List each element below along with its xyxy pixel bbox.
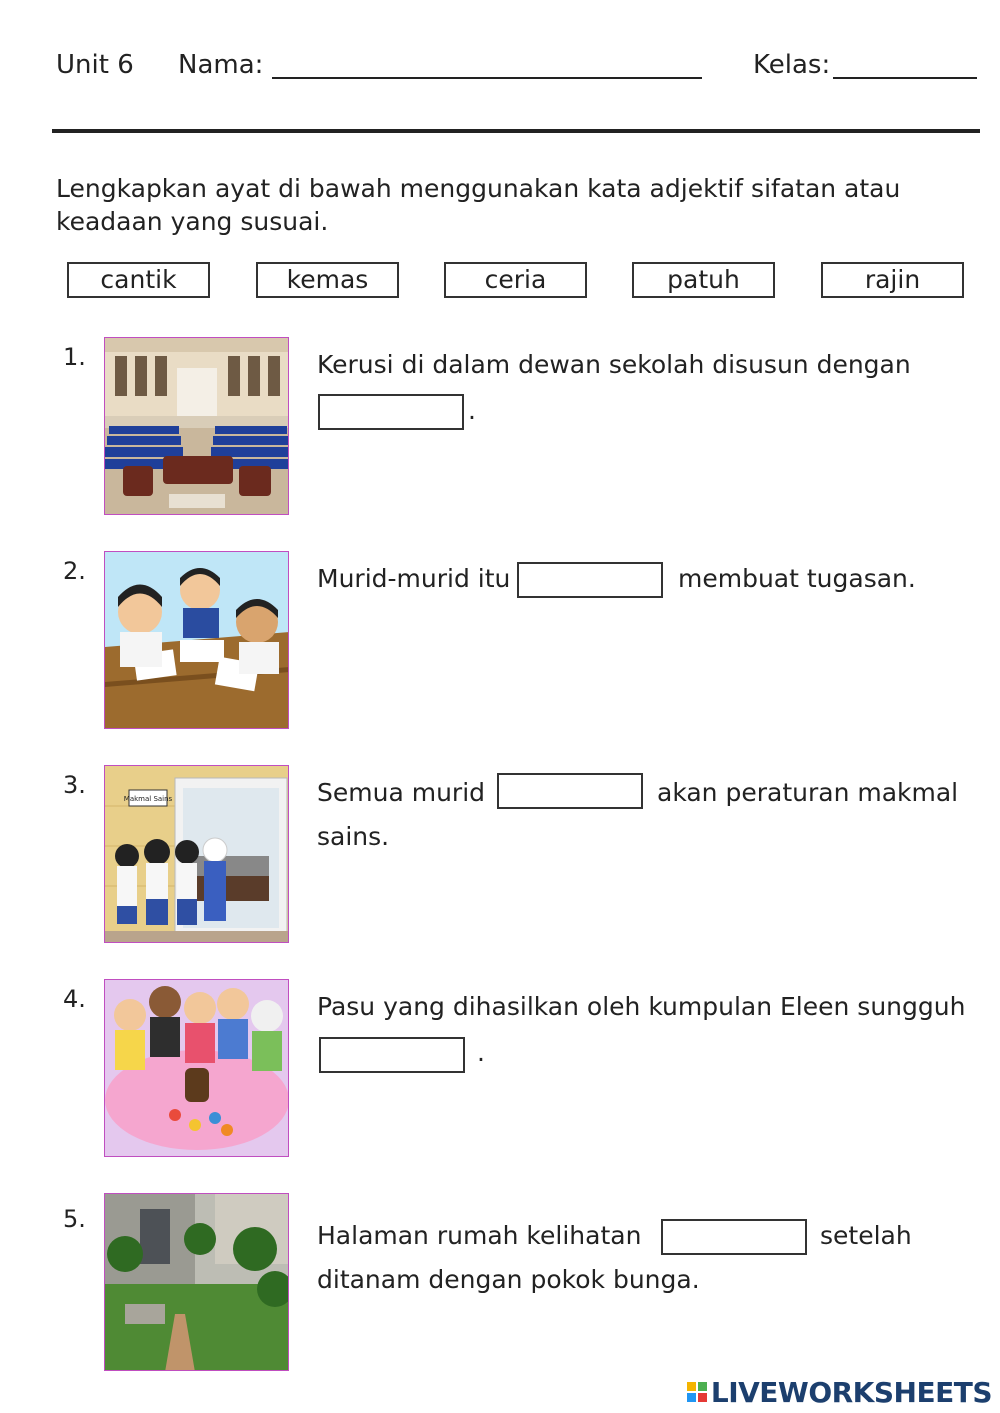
word-bank-cantik[interactable]: cantik bbox=[67, 262, 210, 298]
instruction-text: Lengkapkan ayat di bawah menggunakan kata adjektif sifatan atau keadaan yang susuai. bbox=[56, 174, 901, 236]
students-writing-illustration bbox=[104, 551, 289, 729]
liveworksheets-branding bbox=[687, 1377, 992, 1407]
question-number-5: 5. bbox=[63, 1205, 86, 1233]
answer-blank-5[interactable] bbox=[661, 1219, 807, 1255]
word-bank-kemas[interactable]: kemas bbox=[256, 262, 399, 298]
answer-blank-1[interactable] bbox=[318, 394, 464, 430]
question-number-4: 4. bbox=[63, 985, 86, 1013]
school-hall-photo bbox=[104, 337, 289, 515]
liveworksheets-logo-icon bbox=[687, 1382, 707, 1402]
header-divider bbox=[52, 129, 980, 133]
unit-label: Unit 6 bbox=[56, 50, 134, 80]
students-clay-vase-illustration bbox=[104, 979, 289, 1157]
word-bank-rajin[interactable]: rajin bbox=[821, 262, 964, 298]
name-label: Nama: bbox=[178, 50, 264, 80]
question-5-text-a: Halaman rumah kelihatan bbox=[317, 1221, 642, 1250]
question-5-text-c: ditanam dengan pokok bunga. bbox=[317, 1265, 700, 1294]
answer-blank-4[interactable] bbox=[319, 1037, 465, 1073]
question-2-text-b: membuat tugasan. bbox=[678, 564, 916, 593]
question-3-text-a: Semua murid bbox=[317, 778, 486, 807]
question-4-text-b: . bbox=[477, 1038, 485, 1067]
word-bank-ceria[interactable]: ceria bbox=[444, 262, 587, 298]
question-1-text-b: . bbox=[468, 396, 476, 425]
liveworksheets-wordmark: LIVEWORKSHEETS bbox=[710, 1375, 992, 1409]
science-lab-illustration bbox=[104, 765, 289, 943]
question-4-text-a: Pasu yang dihasilkan oleh kumpulan Eleen sungguh bbox=[317, 992, 966, 1021]
class-label: Kelas: bbox=[753, 50, 831, 80]
question-number-1: 1. bbox=[63, 343, 86, 371]
answer-blank-2[interactable] bbox=[517, 562, 663, 598]
question-number-2: 2. bbox=[63, 557, 86, 585]
question-3-text-b: akan peraturan makmal bbox=[657, 778, 959, 807]
question-5-text-b: setelah bbox=[820, 1221, 912, 1250]
answer-blank-3[interactable] bbox=[497, 773, 643, 809]
word-bank-patuh[interactable]: patuh bbox=[632, 262, 775, 298]
question-1-text-a: Kerusi di dalam dewan sekolah disusun dengan bbox=[317, 350, 911, 379]
name-input-line[interactable] bbox=[272, 77, 702, 79]
lab-sign-text: Makmal Sains bbox=[123, 795, 173, 803]
question-number-3: 3. bbox=[63, 771, 86, 799]
house-garden-photo bbox=[104, 1193, 289, 1371]
class-input-line[interactable] bbox=[833, 77, 977, 79]
question-2-text-a: Murid-murid itu bbox=[317, 564, 511, 593]
question-3-text-c: sains. bbox=[317, 822, 390, 851]
